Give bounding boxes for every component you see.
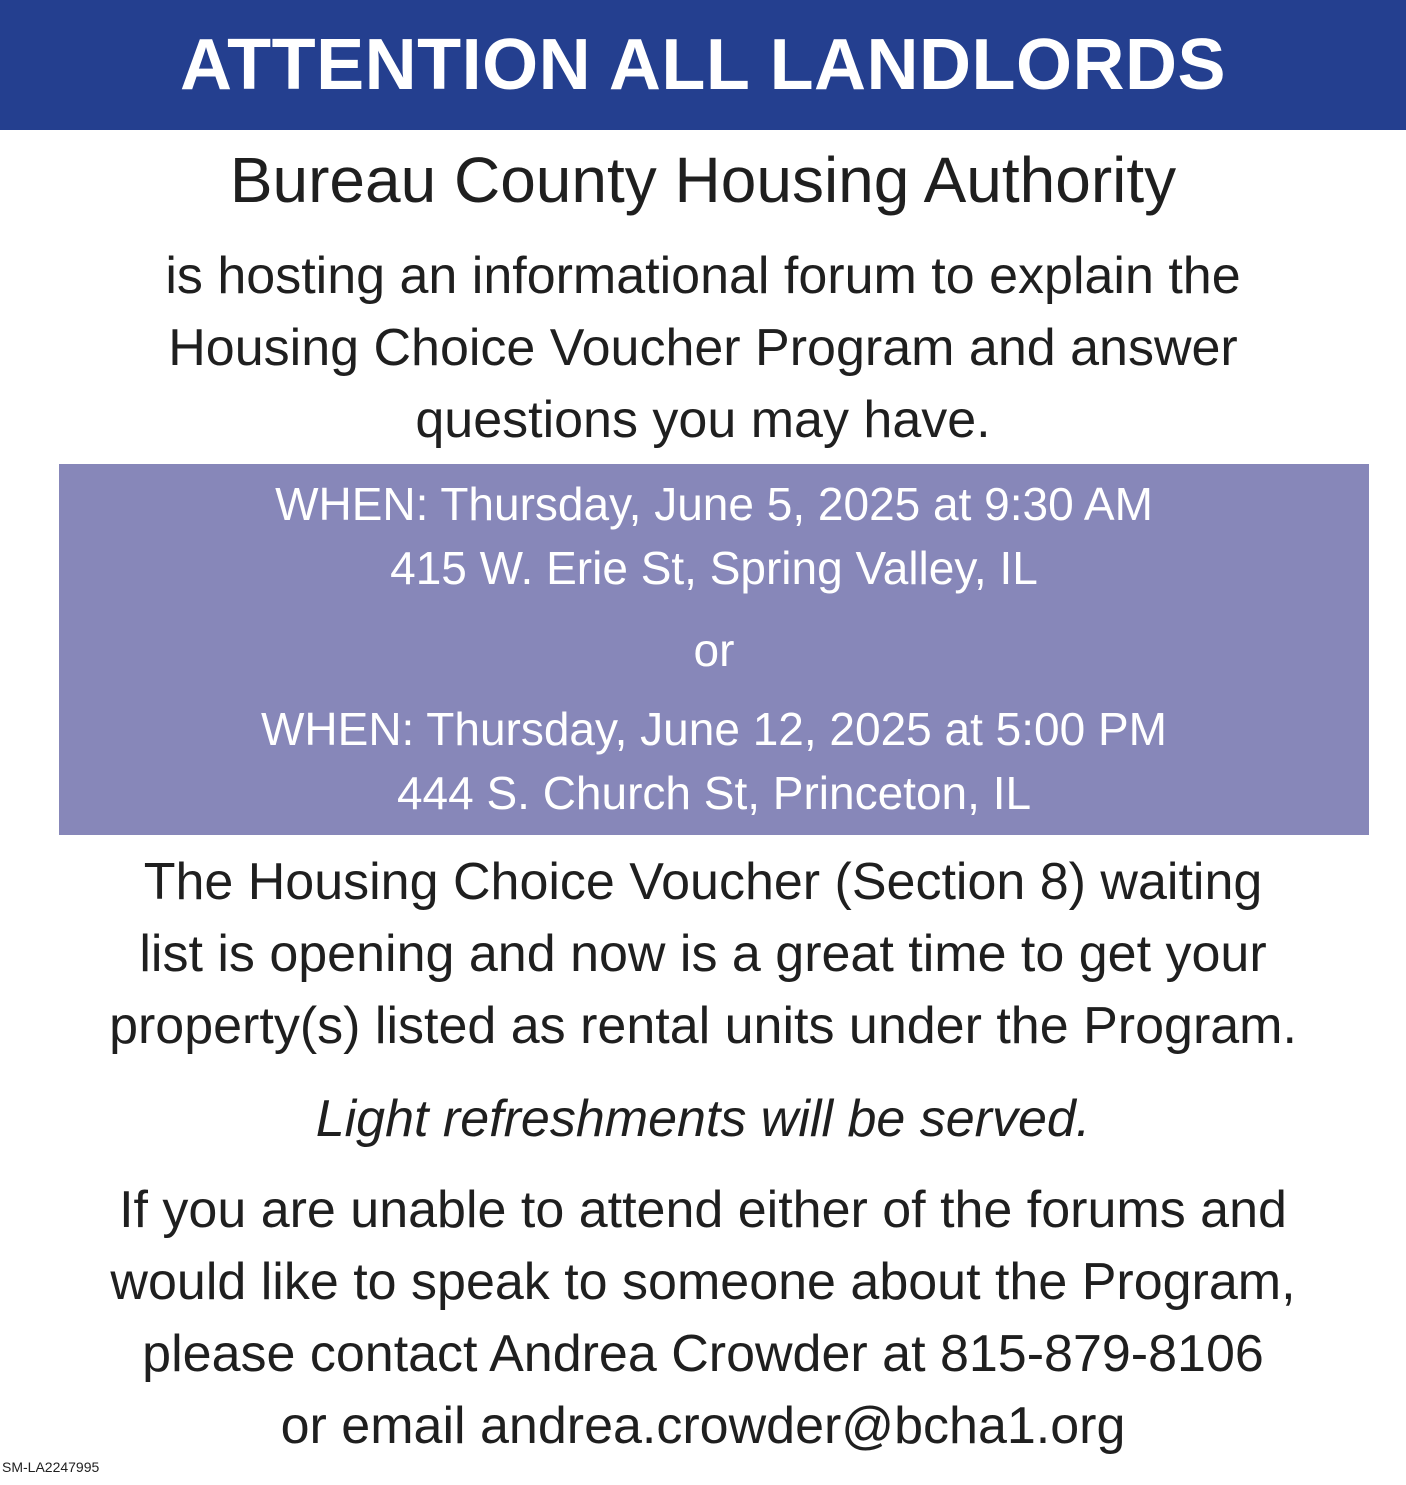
event-details-box	[59, 464, 1369, 835]
refreshments-note: Light refreshments will be served.	[315, 1090, 1091, 1148]
intro-line: Housing Choice Voucher Program and answer	[168, 319, 1238, 377]
event-separator: or	[693, 624, 735, 676]
contact-line: or email andrea.crowder@bcha1.org	[280, 1397, 1126, 1455]
event-2-address: 444 S. Church St, Princeton, IL	[396, 767, 1032, 819]
event-1-address: 415 W. Erie St, Spring Valley, IL	[390, 542, 1038, 594]
banner-title: ATTENTION ALL LANDLORDS	[179, 25, 1227, 105]
waiting-list-line: list is opening and now is a great time to get your	[139, 925, 1267, 983]
header-banner	[0, 0, 1406, 130]
waiting-list-line: property(s) listed as rental units under the Program.	[109, 997, 1297, 1055]
intro-paragraph	[0, 240, 1406, 456]
ad-id: SM-LA2247995	[2, 1459, 100, 1475]
organization-name: Bureau County Housing Authority	[229, 144, 1177, 216]
contact-line: please contact Andrea Crowder at 815-879-8106	[142, 1325, 1264, 1383]
intro-line: is hosting an informational forum to explain the	[165, 247, 1241, 305]
intro-line: questions you may have.	[415, 391, 991, 449]
event-1-when: WHEN: Thursday, June 5, 2025 at 9:30 AM	[275, 478, 1153, 530]
contact-paragraph	[0, 1174, 1406, 1462]
contact-line: would like to speak to someone about the Program,	[110, 1253, 1296, 1311]
contact-line: If you are unable to attend either of the forums and	[119, 1181, 1287, 1239]
waiting-list-line: The Housing Choice Voucher (Section 8) waiting	[143, 853, 1263, 911]
waiting-list-paragraph	[0, 846, 1406, 1062]
event-2-when: WHEN: Thursday, June 12, 2025 at 5:00 PM	[261, 703, 1167, 755]
